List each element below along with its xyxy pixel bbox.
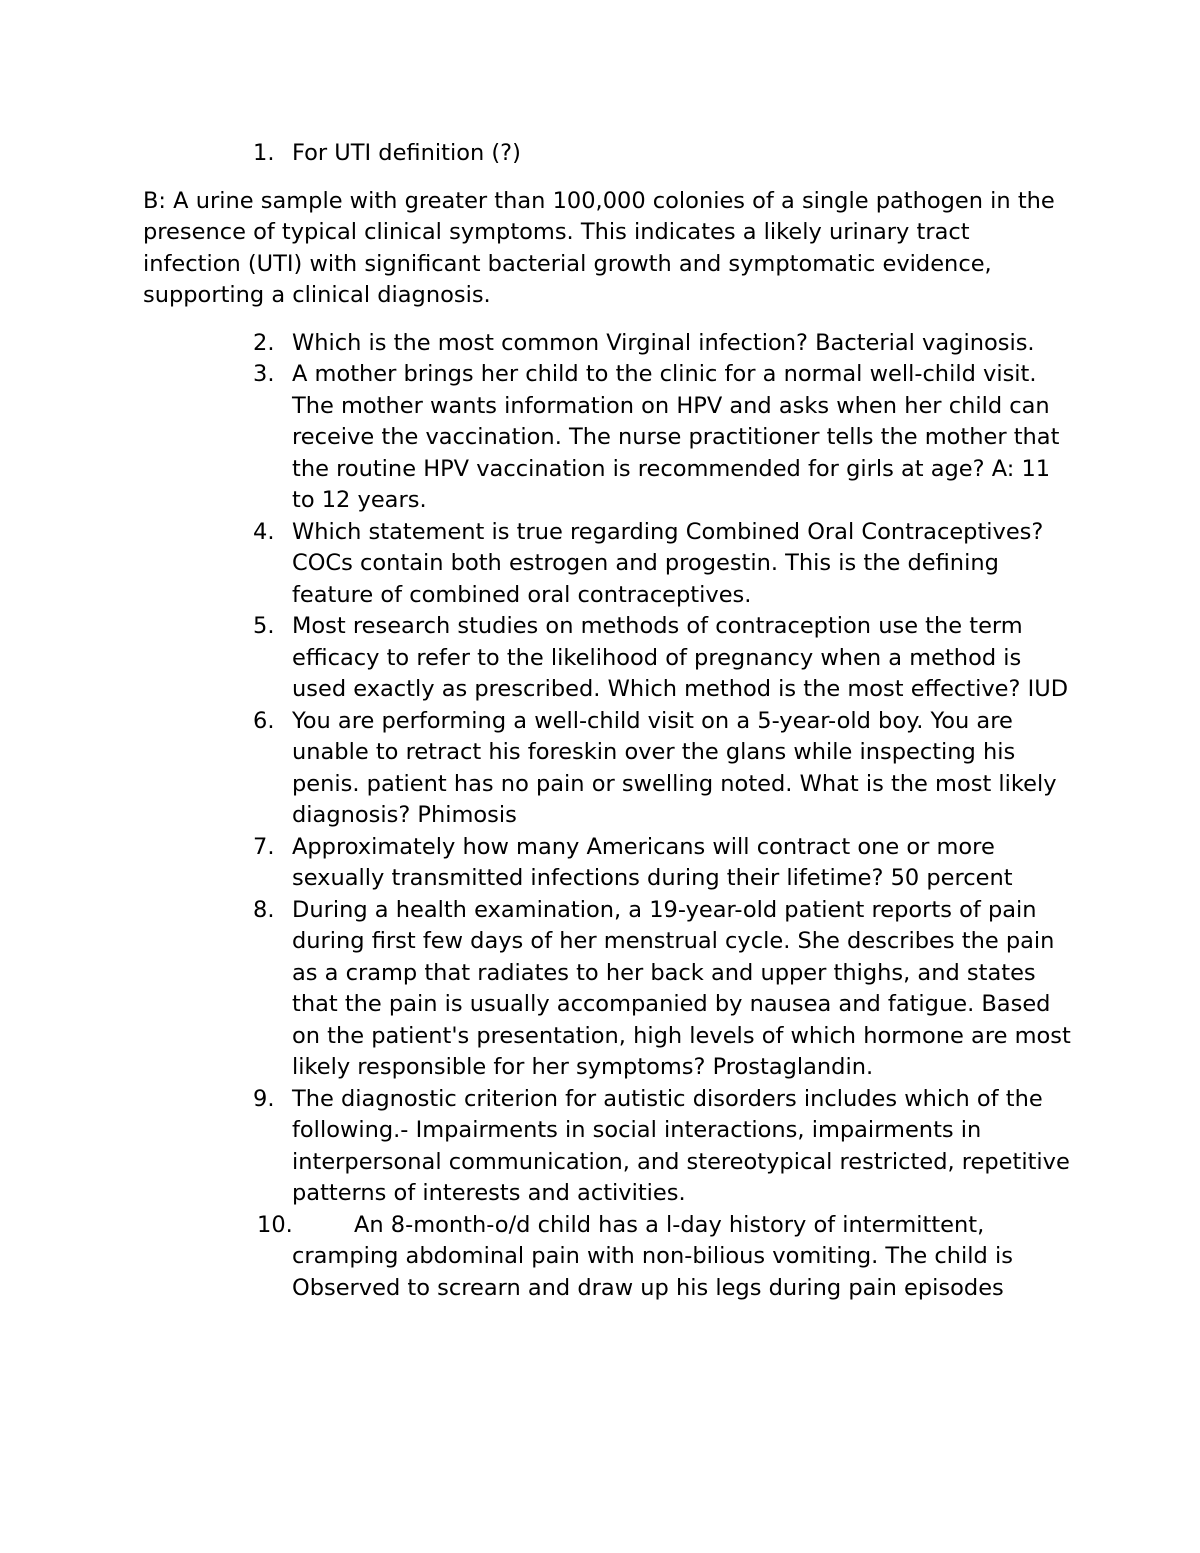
question-number: 5.	[253, 613, 275, 639]
question-2	[143, 328, 1073, 360]
question-number: 3.	[253, 361, 275, 387]
question-text-lead: An 8-month-o/d child has a l-day history of intermittent,	[354, 1211, 985, 1238]
question-text: You are performing a well-child visit on a 5-year-old boy. You are unable to retract his foreskin over the glans while inspecting his penis. patient has no pain or swelling noted. What is the most likely diagnosis? Phimosis	[292, 707, 1057, 828]
question-text: Approximately how many Americans will contract one or more sexually transmitted infections during their lifetime? 50 percent	[292, 833, 1013, 891]
question-1	[143, 138, 1073, 170]
question-number: 7.	[253, 833, 275, 860]
question-text: The diagnostic criterion for autistic disorders includes which of the following.- Impairments in social interactions, impairments in interpersonal communication, and stereotypical restricted, repetitive patterns of interests and activities.	[292, 1085, 1070, 1206]
question-9	[143, 1084, 1073, 1210]
question-text: Which statement is true regarding Combined Oral Contraceptives? COCs contain both estrogen and progestin. This is the defining feature of combined oral contraceptives.	[292, 518, 1044, 608]
question-7	[143, 832, 1073, 895]
question-number: 6.	[253, 707, 275, 734]
question-text: Most research studies on methods of contraception use the term efficacy to refer to the likelihood of pregnancy when a method is used exactly as prescribed. Which method is the most effective? IUD	[292, 613, 1069, 702]
question-text: During a health examination, a 19-year-old patient reports of pain during first few days of her menstrual cycle. She describes the pain as a cramp that radiates to her back and upper thighs, and states that the pain is usually accompanied by nausea and fatigue. Based on the patient's presentation, high levels of which hormone are most likely responsible for her symptoms? Prostaglandin.	[292, 896, 1071, 1080]
question-number: 1.	[253, 140, 275, 166]
question-4	[143, 517, 1073, 612]
question-number: 9.	[253, 1085, 275, 1112]
question-number: 2.	[253, 329, 275, 356]
question-text: For UTI definition (?)	[292, 140, 521, 166]
question-8	[143, 895, 1073, 1084]
question-3	[143, 359, 1073, 517]
question-text: Which is the most common Virginal infection? Bacterial vaginosis.	[292, 329, 1035, 356]
question-text: A mother brings her child to the clinic for a normal well-child visit. The mother wants information on HPV and asks when her child can receive the vaccination. The nurse practitioner tells the mother that the routine HPV vaccination is recommended for girls at age? A: 11 to 12 years.	[292, 361, 1060, 513]
question-text-rest: cramping abdominal pain with non-bilious vomiting. The child is Observed to screarn and draw up his legs during pain episodes	[292, 1243, 1013, 1301]
question-number: 4.	[253, 518, 275, 545]
question-list	[143, 328, 1073, 1305]
question-6	[143, 706, 1073, 832]
question-5	[143, 611, 1073, 706]
question-10	[143, 1210, 1073, 1305]
question-number: 8.	[253, 896, 275, 923]
answer-paragraph: B: A urine sample with greater than 100,000 colonies of a single pathogen in the presence of typical clinical symptoms. This indicates a likely urinary tract infection (UTI) with significant bacterial growth and symptomatic evidence, supporting a clinical diagnosis.	[143, 187, 1055, 308]
document-content	[143, 138, 1073, 1304]
question-number: 10.	[257, 1211, 293, 1238]
